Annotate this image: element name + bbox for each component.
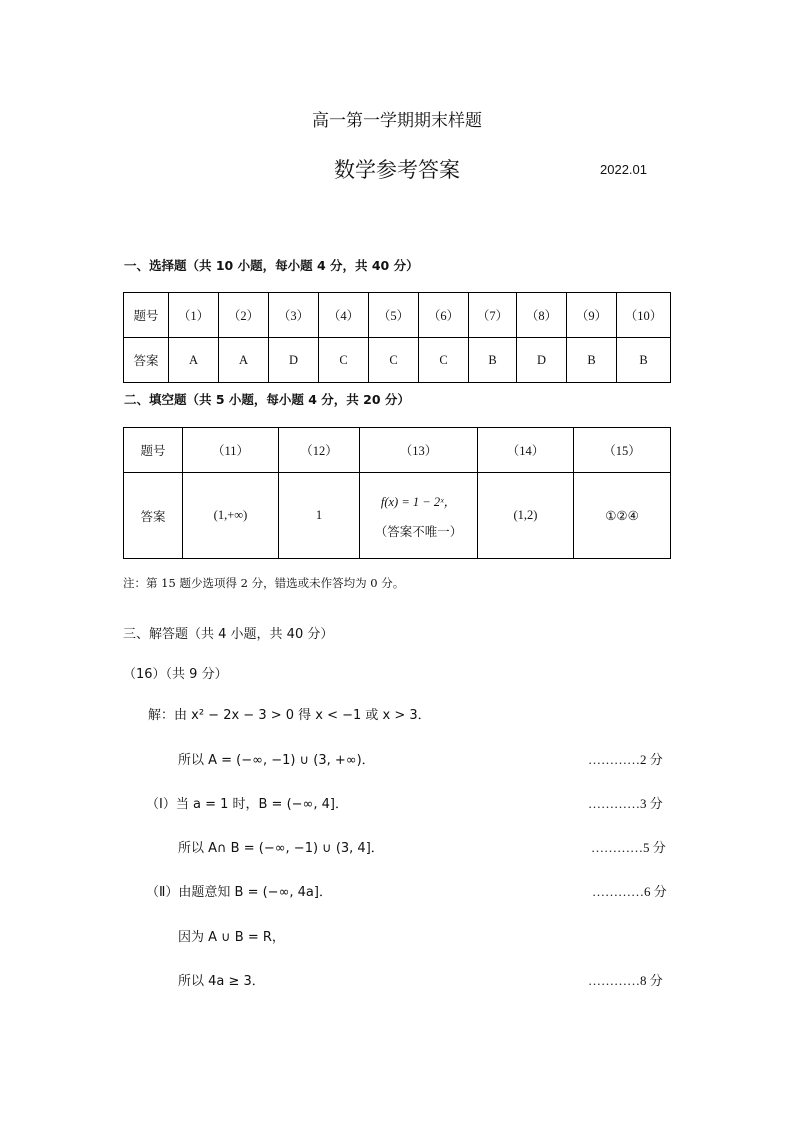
question-number: （5）	[369, 293, 419, 338]
question-number: （11）	[183, 428, 279, 473]
question-number: （14）	[478, 428, 574, 473]
answer-cell: (1,2)	[478, 473, 574, 559]
section3-heading: 三、解答题（共 4 小题，共 40 分）	[123, 627, 334, 642]
score-mark: …………5 分	[591, 840, 666, 855]
answer-cell: 1	[279, 473, 360, 559]
answer-cell: D	[517, 338, 567, 383]
exam-title: 高一第一学期期末样题	[312, 111, 482, 131]
table-row	[124, 473, 671, 559]
answer-cell: A	[219, 338, 269, 383]
row-label-question: 题号	[124, 293, 169, 338]
solution-line: （Ⅱ）由题意知 B = (−∞, 4a]．	[146, 885, 332, 900]
section2-heading: 二、填空题（共 5 小题，每小题 4 分，共 20 分）	[124, 392, 410, 407]
answer-cell: ①②④	[574, 473, 671, 559]
row-label-question: 题号	[124, 428, 183, 473]
question-number: （15）	[574, 428, 671, 473]
solution-line: 所以 A = (−∞, −1) ∪ (3, +∞)．	[178, 753, 375, 768]
score-mark: …………8 分	[588, 973, 663, 988]
answer-cell	[360, 473, 478, 559]
answer-cell: B	[617, 338, 671, 383]
answer-cell: (1,+∞)	[183, 473, 279, 559]
question-number: （6）	[419, 293, 469, 338]
answer-cell: C	[319, 338, 369, 383]
table-row	[124, 293, 671, 338]
table-row	[124, 338, 671, 383]
score-mark: …………2 分	[588, 752, 663, 767]
answer-key-title: 数学参考答案	[334, 158, 460, 182]
section1-heading: 一、选择题（共 10 小题，每小题 4 分，共 40 分）	[124, 258, 419, 273]
solution-line: 所以 A∩ B = (−∞, −1) ∪ (3, 4]．	[178, 841, 384, 856]
question-number: （3）	[269, 293, 319, 338]
answer-13-note: （答案不唯一）	[374, 523, 463, 539]
question-number: （9）	[567, 293, 617, 338]
question-number: （2）	[219, 293, 269, 338]
table-row	[124, 428, 671, 473]
scoring-note: 注：第 15 题少选项得 2 分，错选或未作答均为 0 分。	[123, 576, 405, 590]
solution-line: 因为 A ∪ B = R，	[178, 930, 285, 945]
question-number: （12）	[279, 428, 360, 473]
row-label-answer: 答案	[124, 473, 183, 559]
fill-in-table	[123, 427, 671, 559]
solution-line: 所以 4a ≥ 3．	[178, 974, 265, 989]
answer-cell: A	[169, 338, 219, 383]
score-mark: …………3 分	[588, 796, 663, 811]
question16-title: （16）（共 9 分）	[123, 667, 228, 682]
answer-cell: C	[419, 338, 469, 383]
row-label-answer: 答案	[124, 338, 169, 383]
question-number: （7）	[469, 293, 517, 338]
question-number: （8）	[517, 293, 567, 338]
score-mark: …………6 分	[592, 884, 667, 899]
multiple-choice-table	[123, 292, 671, 383]
answer-cell: B	[469, 338, 517, 383]
solution-line: （Ⅰ）当 a = 1 时，B = (−∞, 4]．	[146, 797, 348, 812]
question-number: （13）	[360, 428, 478, 473]
answer-cell: C	[369, 338, 419, 383]
solution-line: 解：由 x² − 2x − 3 > 0 得 x < −1 或 x > 3．	[148, 708, 431, 723]
question-number: （10）	[617, 293, 671, 338]
question-number: （1）	[169, 293, 219, 338]
answer-13-formula: f(x) = 1 − 2ˣ，	[380, 494, 457, 509]
exam-date: 2022.01	[600, 162, 647, 177]
answer-cell: B	[567, 338, 617, 383]
question-number: （4）	[319, 293, 369, 338]
answer-cell: D	[269, 338, 319, 383]
